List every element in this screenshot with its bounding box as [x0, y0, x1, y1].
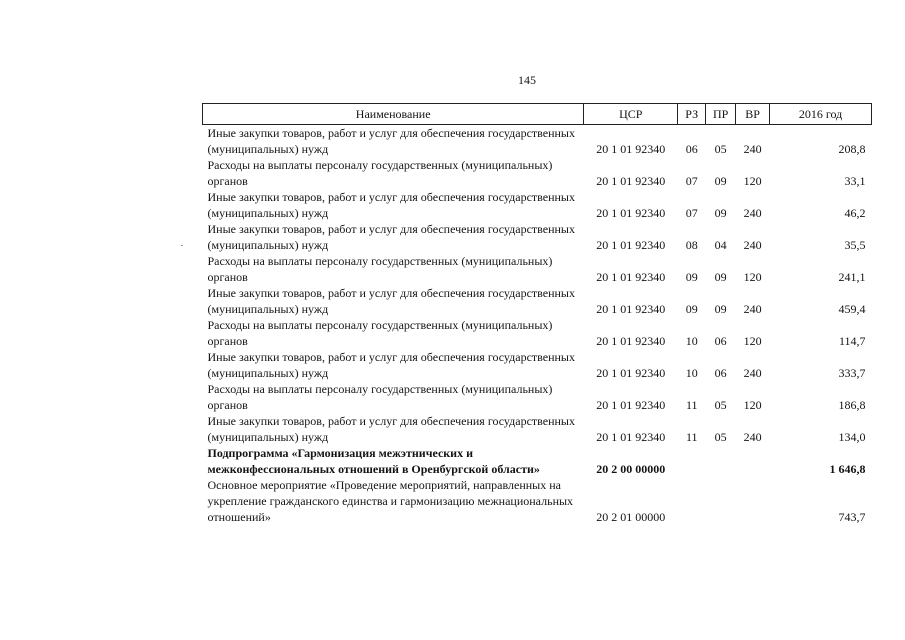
row-amount: 134,0	[838, 430, 866, 444]
row-name: Основное мероприятие «Проведение мероприятий, направленных на укрепление гражданского единства и гармонизацию межнациональных отношений»	[207, 478, 574, 524]
scan-speck	[181, 245, 183, 246]
row-vr: 120	[743, 398, 762, 412]
row-pr: 09	[714, 174, 727, 188]
row-vr	[736, 445, 770, 477]
row-csr: 20 1 01 92340	[596, 238, 666, 252]
row-amount: 46,2	[844, 206, 866, 220]
row-amount: 1 646,8	[829, 462, 866, 476]
table-row	[203, 125, 872, 158]
row-csr: 20 1 01 92340	[596, 206, 666, 220]
header-year: 2016 год	[770, 104, 872, 125]
row-name: Расходы на выплаты персоналу государственных (муниципальных) органов	[207, 158, 553, 188]
row-rz: 07	[685, 174, 698, 188]
row-name: Иные закупки товаров, работ и услуг для обеспечения государственных (муниципальных) нужд	[207, 350, 575, 380]
row-csr: 20 1 01 92340	[596, 366, 666, 380]
row-name: Расходы на выплаты персоналу государственных (муниципальных) органов	[207, 254, 553, 284]
row-vr: 120	[743, 270, 762, 284]
row-csr: 20 1 01 92340	[596, 430, 666, 444]
table-row	[203, 253, 872, 285]
table-row	[203, 349, 872, 381]
header-vr: ВР	[736, 104, 770, 125]
row-rz	[678, 477, 706, 525]
row-rz	[678, 445, 706, 477]
row-amount: 743,7	[838, 510, 866, 524]
row-rz: 09	[685, 270, 698, 284]
page-number: 145	[518, 73, 536, 87]
header-csr: ЦСР	[584, 104, 678, 125]
row-pr	[706, 477, 736, 525]
row-csr: 20 1 01 92340	[596, 398, 666, 412]
header-name: Наименование	[203, 104, 584, 125]
row-csr: 20 1 01 92340	[596, 334, 666, 348]
header-rz: РЗ	[678, 104, 706, 125]
row-pr: 05	[714, 142, 727, 156]
row-vr: 120	[743, 174, 762, 188]
table-row	[203, 285, 872, 317]
row-csr: 20 1 01 92340	[596, 174, 666, 188]
row-amount: 114,7	[838, 334, 866, 348]
header-pr: ПР	[706, 104, 736, 125]
row-rz: 10	[685, 334, 698, 348]
table-row	[203, 189, 872, 221]
row-pr: 04	[714, 238, 727, 252]
table-row	[203, 413, 872, 445]
row-name: Иные закупки товаров, работ и услуг для обеспечения государственных (муниципальных) нужд	[207, 286, 575, 316]
table-row	[203, 221, 872, 253]
table-row	[203, 317, 872, 349]
row-amount: 208,8	[838, 142, 866, 156]
row-pr: 05	[714, 430, 727, 444]
table-header-row	[203, 104, 872, 125]
row-name: Иные закупки товаров, работ и услуг для обеспечения государственных (муниципальных) нужд	[207, 126, 575, 156]
row-name: Иные закупки товаров, работ и услуг для обеспечения государственных (муниципальных) нужд	[207, 222, 575, 252]
row-amount: 459,4	[838, 302, 866, 316]
budget-table	[202, 103, 872, 525]
row-amount: 241,1	[838, 270, 866, 284]
subprogram-row	[203, 445, 872, 477]
row-name: Иные закупки товаров, работ и услуг для обеспечения государственных (муниципальных) нужд	[207, 190, 575, 220]
row-rz: 09	[685, 302, 698, 316]
row-csr: 20 1 01 92340	[596, 302, 666, 316]
row-rz: 07	[685, 206, 698, 220]
row-csr: 20 2 00 00000	[596, 462, 666, 476]
row-name: Расходы на выплаты персоналу государственных (муниципальных) органов	[207, 382, 553, 412]
row-rz: 06	[685, 142, 698, 156]
row-csr: 20 1 01 92340	[596, 142, 666, 156]
table-row	[203, 157, 872, 189]
row-pr: 06	[714, 366, 727, 380]
row-pr: 09	[714, 270, 727, 284]
row-vr: 240	[743, 238, 762, 252]
row-pr: 05	[714, 398, 727, 412]
row-vr: 240	[743, 430, 762, 444]
table-row	[203, 477, 872, 525]
row-vr: 120	[743, 334, 762, 348]
row-amount: 35,5	[844, 238, 866, 252]
row-vr: 240	[743, 142, 762, 156]
row-amount: 33,1	[844, 174, 866, 188]
row-pr: 09	[714, 206, 727, 220]
row-amount: 186,8	[838, 398, 866, 412]
row-name: Подпрограмма «Гармонизация межэтнических и межконфессиональных отношений в Оренбургской области»	[207, 446, 540, 476]
table-row	[203, 381, 872, 413]
row-vr	[736, 477, 770, 525]
row-rz: 11	[685, 398, 698, 412]
row-rz: 10	[685, 366, 698, 380]
row-vr: 240	[743, 302, 762, 316]
row-pr: 06	[714, 334, 727, 348]
row-csr: 20 2 01 00000	[596, 510, 666, 524]
row-csr: 20 1 01 92340	[596, 270, 666, 284]
row-amount: 333,7	[838, 366, 866, 380]
row-pr: 09	[714, 302, 727, 316]
row-rz: 11	[685, 430, 698, 444]
row-name: Иные закупки товаров, работ и услуг для обеспечения государственных (муниципальных) нужд	[207, 414, 575, 444]
row-vr: 240	[743, 366, 762, 380]
row-rz: 08	[685, 238, 698, 252]
row-vr: 240	[743, 206, 762, 220]
row-name: Расходы на выплаты персоналу государственных (муниципальных) органов	[207, 318, 553, 348]
row-pr	[706, 445, 736, 477]
